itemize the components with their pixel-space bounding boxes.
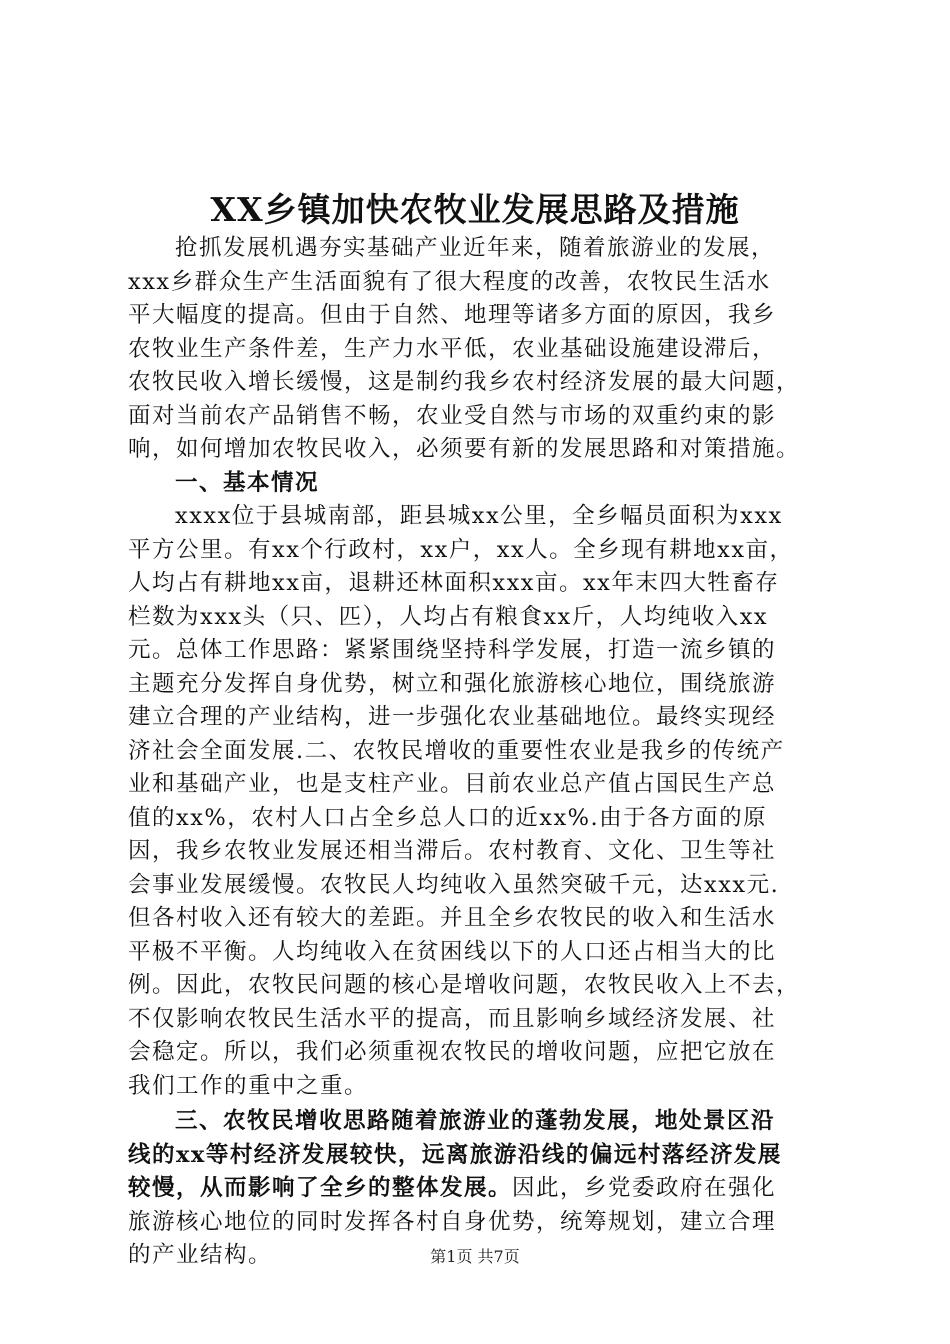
regular-segment: 因此，乡党委政府在强化 — [512, 1175, 777, 1201]
text-line: 平方公里。有xx个行政村，xx户，xx人。全乡现有耕地xx亩， — [128, 536, 794, 563]
text-line: 农牧业生产条件差，生产力水平低，农业基础设施建设滞后， — [128, 335, 777, 362]
text-line: 济社会全面发展.二、农牧民增收的重要性农业是我乡的传统产 — [128, 737, 785, 764]
text-line: 但各村收入还有较大的差距。并且全乡农牧民的收入和生活水 — [128, 905, 777, 931]
paragraph-basic-info — [128, 500, 836, 1103]
text-line: xxxx位于县城南部，距县城xx公里，全乡幅员面积为xxx — [175, 503, 783, 529]
text-line: 会事业发展缓慢。农牧民人均纯收入虽然突破千元，达xxx元. — [128, 871, 780, 898]
bold-segment: 较慢，从而影响了全乡的整体发展。 — [128, 1175, 513, 1201]
page-indicator: 第1页 共7页 — [430, 1247, 520, 1266]
text-line: 主题充分发挥自身优势，树立和强化旅游核心地位，围绕旅游 — [128, 670, 777, 697]
text-line: 不仅影响农牧民生活水平的提高，而且影响乡域经济发展、社 — [128, 1005, 777, 1032]
paragraph-intro — [128, 232, 836, 467]
text-line: 我们工作的重中之重。 — [128, 1072, 369, 1099]
text-line: 的产业结构。 — [128, 1242, 273, 1268]
text-line: 响，如何增加农牧民收入，必须要有新的发展思路和对策措施。 — [128, 436, 801, 462]
text-line: 面对当前农产品销售不畅，农业受自然与市场的双重约束的影 — [128, 402, 777, 429]
text-line: 业和基础产业，也是支柱产业。目前农业总产值占国民生产总 — [128, 771, 777, 797]
text-line: 建立合理的产业结构，进一步强化农业基础地位。最终实现经 — [128, 704, 777, 730]
text-line: 人均占有耕地xx亩，退耕还林面积xxx亩。xx年末四大牲畜存 — [128, 570, 780, 596]
text-line: 会稳定。所以，我们必须重视农牧民的增收问题，应把它放在 — [128, 1039, 777, 1065]
text-line: 平大幅度的提高。但由于自然、地理等诸多方面的原因，我乡 — [128, 302, 777, 328]
text-line-mixed — [128, 1172, 836, 1206]
text-line-bold: 三、农牧民增收思路随着旅游业的蓬勃发展，地处景区沿 — [175, 1108, 776, 1134]
text-line: 栏数为xxx头（只、匹），人均占有粮食xx斤，人均纯收入xx — [128, 603, 769, 630]
document-title: XX乡镇加快农牧业发展思路及措施 — [210, 190, 740, 229]
text-line: 旅游核心地位的同时发挥各村自身优势，统筹规划，建立合理 — [128, 1208, 777, 1235]
text-line: 农牧民收入增长缓慢，这是制约我乡农村经济发展的最大问题， — [128, 369, 801, 395]
text-line: 因，我乡农牧业发展还相当滞后。农村教育、文化、卫生等社 — [128, 838, 777, 864]
text-line: 平极不平衡。人均纯收入在贫困线以下的人口还占相当大的比 — [128, 938, 777, 965]
text-line-bold: 线的xx等村经济发展较快，远离旅游沿线的偏远村落经济发展 — [128, 1141, 782, 1168]
text-line: 元。总体工作思路：紧紧围绕坚持科学发展，打造一流乡镇的 — [128, 637, 777, 663]
section-heading-basic-info: 一、基本情况 — [175, 469, 320, 496]
text-line: xxx乡群众生产生活面貌有了很大程度的改善，农牧民生活水 — [128, 268, 771, 295]
text-line: 值的xx%，农村人口占全乡总人口的近xx%.由于各方面的原 — [128, 804, 768, 831]
text-line: 抢抓发展机遇夯实基础产业近年来，随着旅游业的发展， — [175, 235, 776, 261]
text-line: 例。因此，农牧民问题的核心是增收问题，农牧民收入上不去， — [128, 972, 801, 998]
document-body — [128, 232, 836, 1273]
